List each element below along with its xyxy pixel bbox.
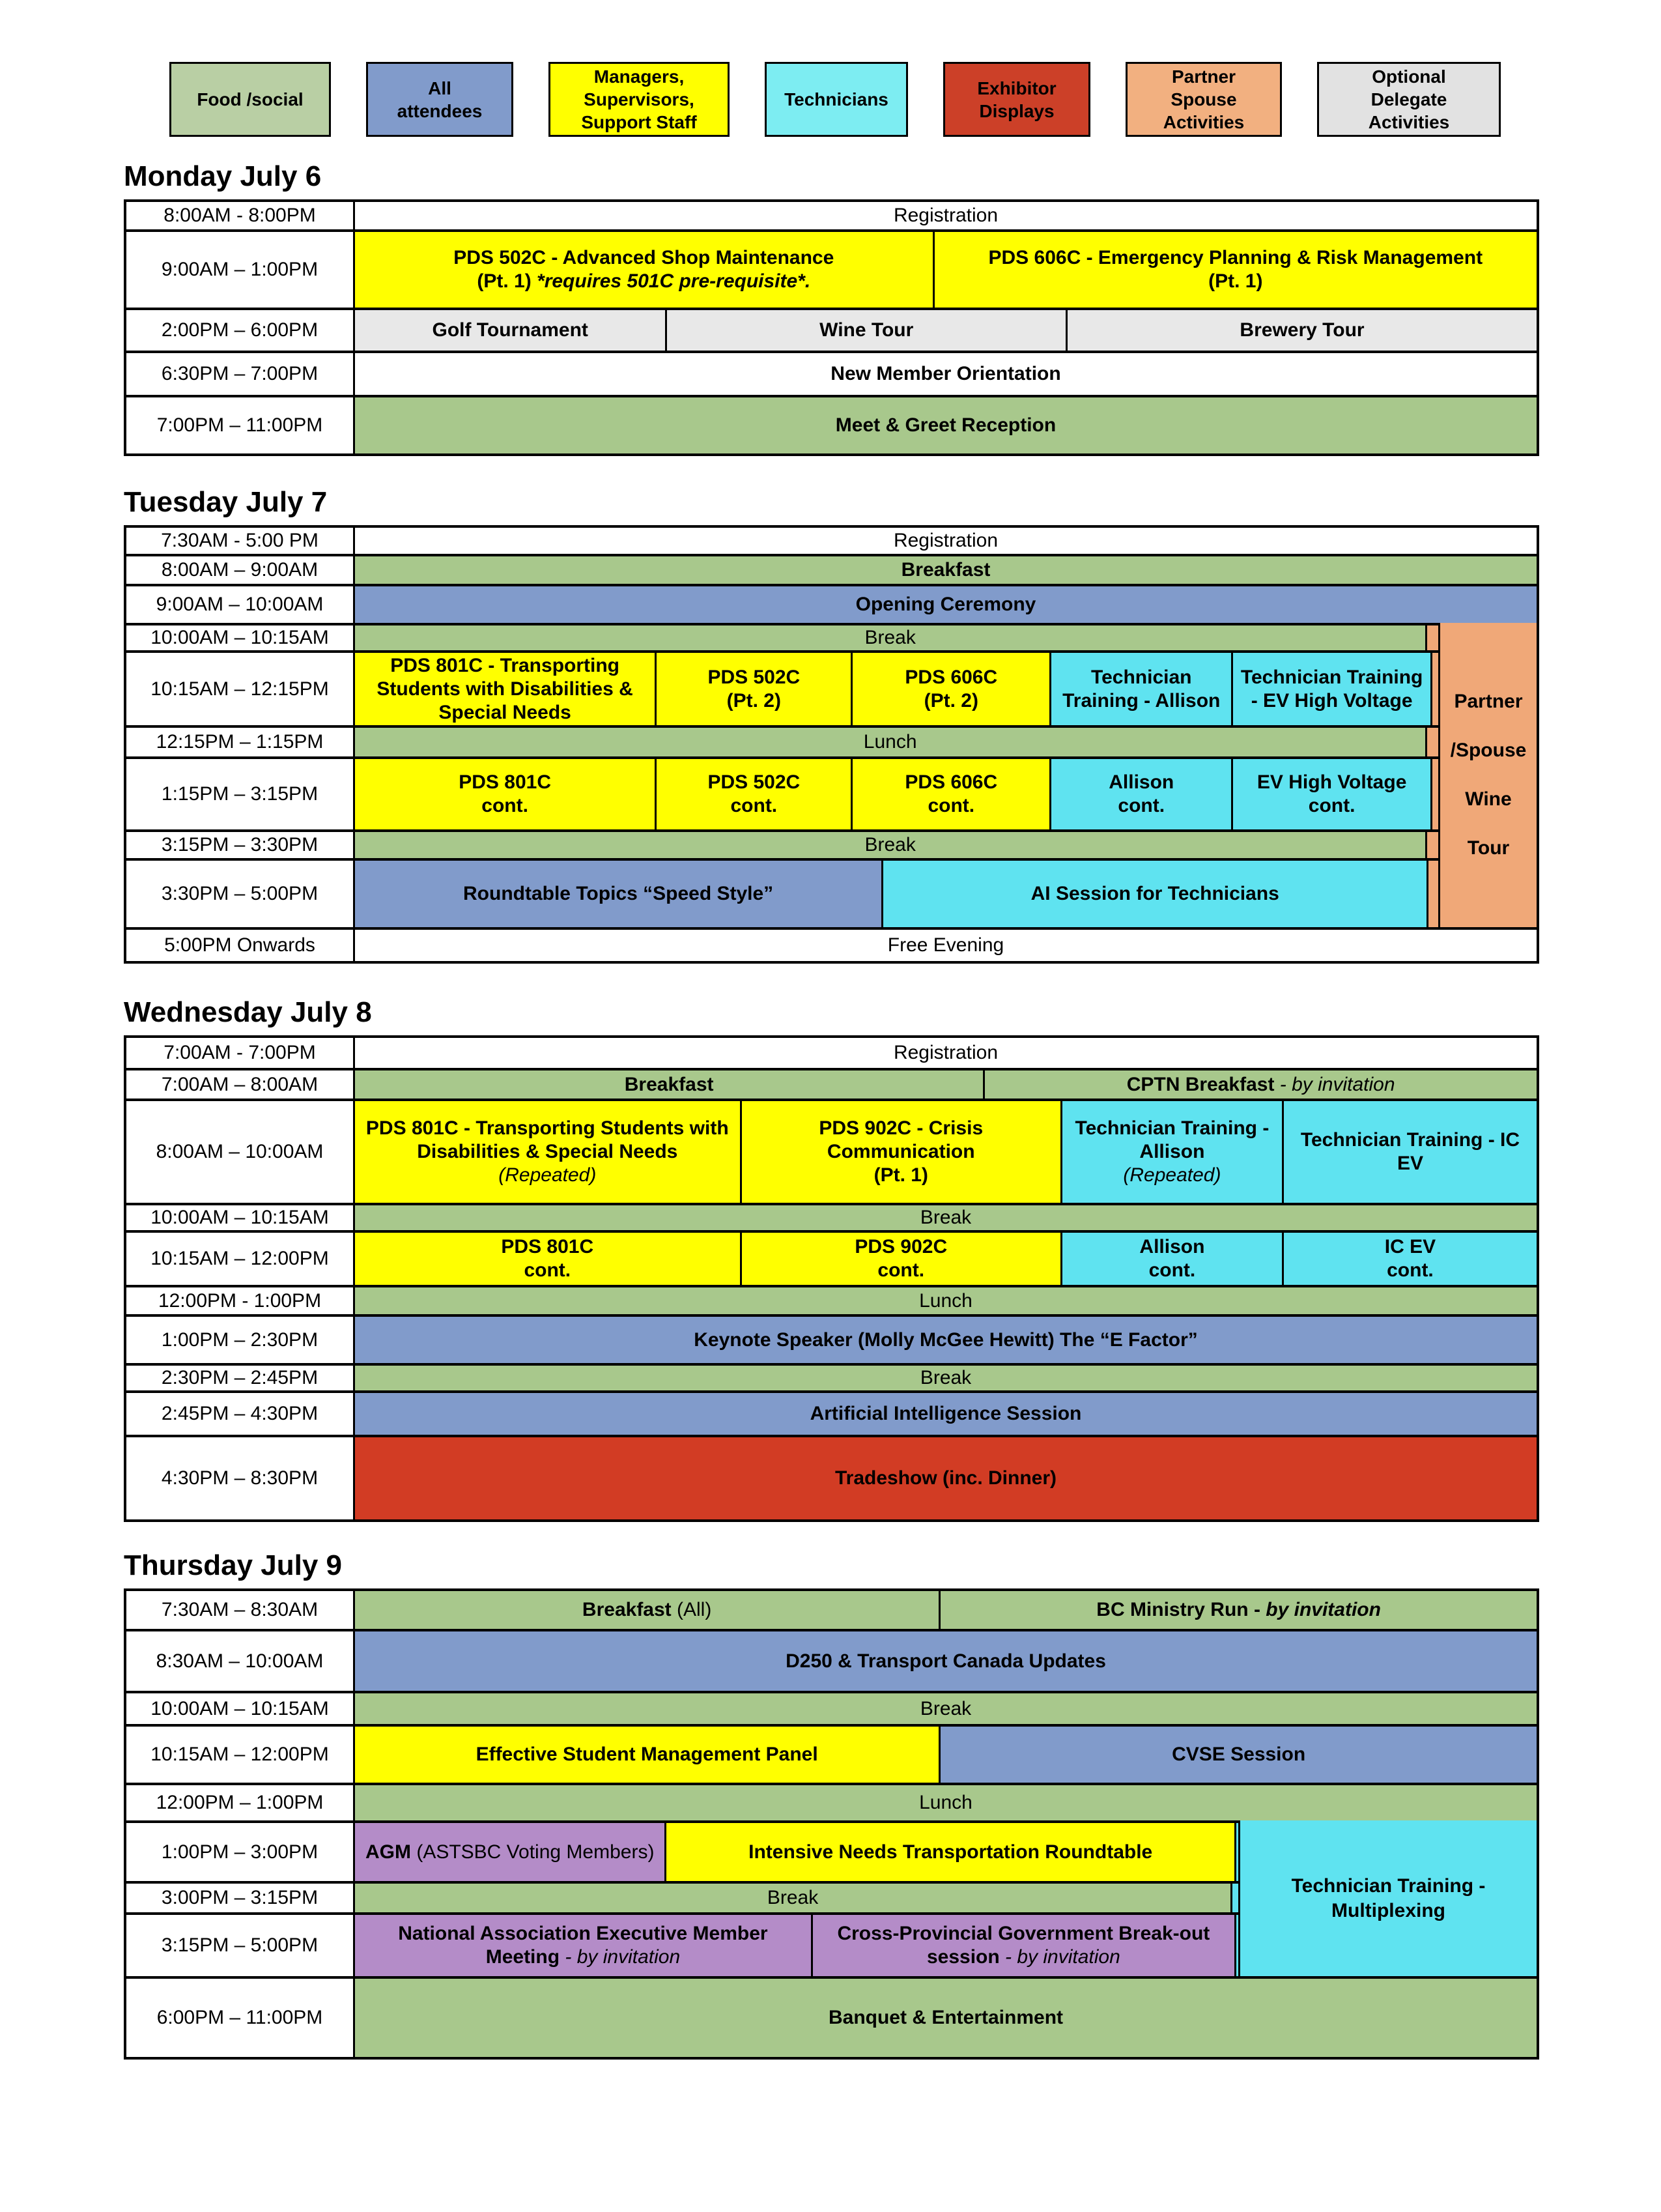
time-cell: 2:30PM – 2:45PM <box>126 1366 353 1390</box>
event-cell <box>353 1631 1537 1691</box>
event-cell-content <box>362 1743 932 1766</box>
event-text: IC EV <box>1384 1236 1436 1257</box>
event-cell <box>353 353 1537 395</box>
event-cell-content <box>1058 666 1225 713</box>
event-text: Free Evening <box>887 934 1004 956</box>
event-cell <box>1049 653 1231 725</box>
event-cell-content <box>362 1366 1530 1390</box>
time-cell: 8:00AM – 10:00AM <box>126 1101 353 1203</box>
day-section-wednesday <box>124 996 1661 1522</box>
event-text: Partner <box>1454 691 1523 713</box>
time-cell: 6:00PM – 11:00PM <box>126 1979 353 2057</box>
time-cell: 9:00AM – 10:00AM <box>126 586 353 623</box>
event-text: (Pt. 2) <box>726 689 781 711</box>
time-cell: 12:00PM - 1:00PM <box>126 1287 353 1314</box>
schedule-row <box>126 1038 1537 1068</box>
event-text: (ASTSBC Voting Members) <box>416 1841 655 1863</box>
event-text: cont. <box>877 1259 925 1281</box>
event-text: PDS 902C - Crisis Communication <box>819 1117 984 1162</box>
time-cell: 2:00PM – 6:00PM <box>126 310 353 351</box>
event-text: PDS 502C <box>707 666 801 688</box>
schedule-page <box>0 62 1661 2212</box>
event-text: PDS 502C - Advanced Shop Maintenance <box>453 247 834 268</box>
event-text: Golf Tournament <box>432 319 588 341</box>
event-cell <box>353 653 655 725</box>
schedule-row <box>126 725 1537 756</box>
day-title: Tuesday July 7 <box>124 486 328 518</box>
schedule-row <box>126 1435 1537 1519</box>
event-text: PDS 801C <box>501 1236 594 1257</box>
event-cell <box>881 861 1427 927</box>
event-cell <box>353 625 1425 650</box>
event-cell-content <box>362 1598 932 1622</box>
event-text: Lunch <box>863 731 917 753</box>
event-cell <box>740 1101 1060 1203</box>
event-text: EV High Voltage <box>1256 771 1407 793</box>
event-cell-content <box>1069 1117 1275 1187</box>
day-title: Wednesday July 8 <box>124 996 372 1028</box>
schedule-row <box>126 623 1537 650</box>
event-cell <box>1231 653 1430 725</box>
event-cell <box>665 310 1066 351</box>
event-text: *requires 501C pre-requisite*. <box>537 270 811 292</box>
legend-item-label: Optional Delegate Activities <box>1368 66 1450 132</box>
schedule-row <box>126 927 1537 961</box>
event-text: Brewery Tour <box>1240 319 1365 341</box>
event-cell-content <box>859 666 1043 713</box>
event-cell <box>851 653 1049 725</box>
event-cell <box>353 861 881 927</box>
event-text: Meet & Greet Reception <box>835 414 1057 436</box>
event-text: PDS 606C - Emergency Planning & Risk Management <box>988 247 1483 268</box>
event-cell-content <box>362 558 1530 582</box>
event-text: PDS 606C <box>905 771 998 793</box>
event-cell <box>353 1287 1537 1314</box>
event-text: (Pt. 1) <box>477 270 537 292</box>
event-text: Technician Training - Allison <box>1075 1117 1270 1162</box>
event-cell <box>939 1591 1537 1629</box>
event-text: Break <box>920 1367 972 1388</box>
event-text: - by invitation <box>565 1946 681 1968</box>
merged-event-cell <box>1438 623 1537 927</box>
time-cell: 10:15AM – 12:00PM <box>126 1727 353 1783</box>
event-cell <box>353 1884 1230 1912</box>
event-text: Lunch <box>919 1289 972 1312</box>
event-text: D250 & Transport Canada Updates <box>786 1650 1106 1672</box>
legend-item-label: Food /social <box>197 89 304 109</box>
legend-item <box>1317 62 1501 137</box>
schedule-row <box>126 1230 1537 1285</box>
event-text: Break <box>920 1207 972 1228</box>
event-text: PDS 502C <box>707 771 801 793</box>
event-cell-content <box>362 319 659 342</box>
event-cell-content <box>362 1206 1530 1229</box>
event-cell-content <box>362 771 648 818</box>
event-cell-content <box>362 1117 733 1187</box>
day-title: Thursday July 9 <box>124 1549 343 1581</box>
event-text: (Pt. 2) <box>924 689 978 711</box>
event-cell <box>353 1038 1537 1068</box>
event-cell-content <box>362 1650 1530 1673</box>
event-text: Banquet & Entertainment <box>828 2007 1064 2028</box>
event-cell-content <box>362 882 875 906</box>
schedule-row <box>126 1976 1537 2057</box>
event-text: (Repeated) <box>1123 1164 1221 1186</box>
event-cell <box>353 759 655 829</box>
event-cell-content <box>362 1235 733 1282</box>
event-text: cont. <box>928 795 975 816</box>
event-cell-content <box>362 730 1419 754</box>
schedule-row <box>126 554 1537 584</box>
schedule-row <box>126 756 1537 829</box>
event-text: cont. <box>1148 1259 1196 1281</box>
event-text: Roundtable Topics “Speed Style” <box>463 883 774 904</box>
event-cell <box>353 1693 1537 1724</box>
schedule-row <box>126 1363 1537 1390</box>
event-text: (Repeated) <box>498 1164 597 1186</box>
event-text: cont. <box>1387 1259 1434 1281</box>
event-text: Technician Training - IC EV <box>1300 1129 1520 1174</box>
legend-item <box>1126 62 1282 137</box>
time-cell: 1:00PM – 3:00PM <box>126 1823 353 1881</box>
event-cell-content <box>362 1791 1530 1815</box>
event-cell <box>811 1915 1234 1976</box>
event-text: Breakfast <box>901 559 991 581</box>
day-section-monday <box>124 160 1661 456</box>
legend-item <box>169 62 331 137</box>
event-cell <box>353 556 1537 584</box>
event-cell <box>353 202 1537 229</box>
event-text: Registration <box>893 205 999 226</box>
event-cell-content <box>890 882 1420 906</box>
time-cell: 10:00AM – 10:15AM <box>126 625 353 650</box>
event-text: cont. <box>1308 795 1356 816</box>
event-text: Allison <box>1109 771 1174 793</box>
event-text: Breakfast <box>582 1599 677 1620</box>
event-cell <box>353 1727 939 1783</box>
event-cell <box>933 232 1537 308</box>
event-cell-content <box>362 934 1530 957</box>
schedule-table-thursday <box>124 1588 1539 2060</box>
event-cell-content <box>362 1841 658 1864</box>
event-text: Cross-Provincial Government Break-out session <box>837 1923 1210 1968</box>
event-cell-content <box>362 1073 976 1097</box>
event-cell <box>353 1366 1537 1390</box>
event-text: cont. <box>481 795 528 816</box>
event-cell <box>1060 1101 1282 1203</box>
event-cell <box>353 1205 1537 1230</box>
event-cell <box>1060 1233 1282 1285</box>
event-text: National Association Executive Member Meeting <box>398 1923 768 1968</box>
event-cell <box>353 1317 1537 1363</box>
event-cell-content <box>1069 1235 1275 1282</box>
event-text: Breakfast <box>624 1073 714 1095</box>
time-cell: 7:00PM – 11:00PM <box>126 397 353 453</box>
event-text: Wine <box>1465 788 1512 811</box>
event-text: PDS 801C <box>459 771 551 793</box>
time-cell: 6:30PM – 7:00PM <box>126 353 353 395</box>
event-text: Artificial Intelligence Session <box>810 1403 1082 1424</box>
event-cell <box>664 1823 1234 1881</box>
event-cell-content <box>362 246 926 293</box>
legend-item-label: Technicians <box>784 89 888 109</box>
time-cell: 7:00AM - 7:00PM <box>126 1038 353 1068</box>
event-text: Wine Tour <box>819 319 914 341</box>
event-cell-content <box>663 666 844 713</box>
event-text: New Member Orientation <box>830 363 1061 384</box>
schedule-row <box>126 1783 1537 1820</box>
event-text: Technician Training - Multiplexing <box>1291 1875 1486 1921</box>
schedule-row <box>126 1724 1537 1783</box>
event-text: Technician Training - EV High Voltage <box>1240 666 1423 711</box>
event-text: cont. <box>524 1259 571 1281</box>
event-cell-content <box>362 2006 1530 2030</box>
time-cell: 3:15PM – 3:30PM <box>126 832 353 858</box>
event-text: PDS 606C <box>905 666 998 688</box>
time-cell: 9:00AM – 1:00PM <box>126 232 353 308</box>
event-cell-content <box>362 362 1530 386</box>
event-cell <box>353 1070 983 1099</box>
time-cell: 7:30AM - 5:00 PM <box>126 528 353 554</box>
legend-item <box>943 62 1090 137</box>
schedule-row <box>126 829 1537 858</box>
event-cell-content <box>748 1117 1054 1187</box>
day-section-tuesday <box>124 486 1661 964</box>
schedule-table-wednesday <box>124 1035 1539 1522</box>
event-cell-content <box>362 1329 1530 1352</box>
event-cell <box>353 1233 740 1285</box>
event-text: Effective Student Management Panel <box>476 1744 818 1765</box>
event-cell <box>655 653 851 725</box>
event-text: CPTN Breakfast <box>1126 1073 1280 1095</box>
event-cell <box>353 1979 1537 2057</box>
event-cell <box>1049 759 1231 829</box>
event-text: BC Ministry Run - <box>1096 1599 1266 1620</box>
event-text: Break <box>920 1697 972 1719</box>
event-text: (Pt. 1) <box>1208 270 1263 292</box>
schedule-table-tuesday <box>124 525 1539 964</box>
event-cell <box>353 397 1537 453</box>
schedule-row <box>126 395 1537 453</box>
event-text: (All) <box>677 1599 712 1620</box>
event-cell-content <box>362 1289 1530 1313</box>
event-cell-content <box>1290 1128 1530 1175</box>
legend-item-label: Partner Spouse Activities <box>1163 66 1245 132</box>
merged-event-cell <box>1238 1820 1537 1976</box>
event-text: AI Session for Technicians <box>1030 883 1279 904</box>
time-cell: 8:00AM - 8:00PM <box>126 202 353 229</box>
event-cell <box>1231 759 1430 829</box>
time-cell: 10:00AM – 10:15AM <box>126 1205 353 1230</box>
time-cell: 4:30PM – 8:30PM <box>126 1437 353 1519</box>
schedule-row <box>126 1629 1537 1691</box>
event-cell <box>353 310 665 351</box>
event-text: AGM <box>365 1841 417 1863</box>
schedule-row <box>126 202 1537 229</box>
schedule-row <box>126 1314 1537 1363</box>
event-text: by invitation <box>1266 1599 1381 1620</box>
event-cell-content <box>362 1402 1530 1426</box>
event-cell <box>353 1823 664 1881</box>
event-cell-content <box>362 626 1419 650</box>
day-title: Monday July 6 <box>124 160 322 192</box>
event-text: PDS 801C - Transporting Students with Disabilities & Special Needs <box>365 1117 729 1162</box>
time-cell: 3:00PM – 3:15PM <box>126 1884 353 1912</box>
schedule-row <box>126 1099 1537 1203</box>
time-cell: 7:00AM – 8:00AM <box>126 1070 353 1099</box>
time-cell: 1:15PM – 3:15PM <box>126 759 353 829</box>
event-cell-content <box>819 1922 1228 1969</box>
event-text: Lunch <box>919 1792 972 1813</box>
time-cell: 10:00AM – 10:15AM <box>126 1693 353 1724</box>
event-cell-content <box>941 246 1530 293</box>
event-cell <box>740 1233 1060 1285</box>
event-cell <box>1282 1101 1537 1203</box>
event-cell-content <box>362 833 1419 857</box>
event-cell <box>1066 310 1537 351</box>
event-text: PDS 902C <box>855 1236 948 1257</box>
event-text: Keynote Speaker (Molly McGee Hewitt) The “E Factor” <box>694 1329 1198 1351</box>
event-cell-content <box>362 654 648 725</box>
event-cell <box>353 930 1537 961</box>
schedule-row <box>126 229 1537 308</box>
legend-item-label: Managers, Supervisors, Support Staff <box>581 66 697 132</box>
time-cell: 8:30AM – 10:00AM <box>126 1631 353 1691</box>
time-cell: 5:00PM Onwards <box>126 930 353 961</box>
event-cell-content <box>1290 1235 1530 1282</box>
event-cell-content <box>362 1041 1530 1065</box>
event-cell <box>353 1101 740 1203</box>
event-text: Break <box>864 834 916 855</box>
event-cell <box>353 528 1537 554</box>
event-cell-content <box>1240 666 1424 713</box>
event-text: Opening Ceremony <box>855 594 1036 615</box>
event-cell-content <box>362 1886 1224 1910</box>
schedule-row <box>126 351 1537 395</box>
schedule-row <box>126 1068 1537 1099</box>
time-cell: 7:30AM – 8:30AM <box>126 1591 353 1629</box>
time-cell: 1:00PM – 2:30PM <box>126 1317 353 1363</box>
event-text: - by invitation <box>1279 1073 1395 1095</box>
event-cell-content <box>947 1743 1530 1766</box>
schedule-row <box>126 1591 1537 1629</box>
legend-row <box>169 62 1661 137</box>
event-cell-content <box>362 1697 1530 1721</box>
event-text: Tour <box>1467 837 1510 859</box>
event-cell <box>353 1785 1537 1820</box>
event-cell-content <box>362 204 1530 227</box>
event-text: Break <box>767 1887 819 1908</box>
event-cell-content <box>859 771 1043 818</box>
day-section-thursday <box>124 1549 1661 2060</box>
event-text: PDS 801C - Transporting Students with Disabilities & Special Needs <box>376 654 633 723</box>
legend-item-label: All attendees <box>397 78 483 121</box>
event-cell <box>353 1393 1537 1435</box>
event-text: Technician Training - Allison <box>1062 666 1221 711</box>
event-cell-content <box>1058 771 1225 818</box>
event-cell <box>983 1070 1537 1099</box>
event-cell <box>851 759 1049 829</box>
schedule-row <box>126 1691 1537 1724</box>
event-text: Registration <box>893 1042 999 1063</box>
event-cell-content <box>673 1841 1227 1864</box>
event-text: Intensive Needs Transportation Roundtable <box>748 1841 1153 1863</box>
schedule-table-monday <box>124 199 1539 456</box>
event-cell-content <box>947 1598 1530 1622</box>
legend-item-label: Exhibitor Displays <box>977 78 1057 121</box>
legend-item <box>548 62 730 137</box>
event-cell-content <box>362 593 1530 616</box>
event-text: CVSE Session <box>1172 1744 1306 1765</box>
event-text: Allison <box>1139 1236 1205 1257</box>
time-cell: 12:00PM – 1:00PM <box>126 1785 353 1820</box>
legend-item <box>366 62 513 137</box>
schedule-row <box>126 1203 1537 1230</box>
event-cell-content <box>748 1235 1054 1282</box>
time-cell: 10:15AM – 12:00PM <box>126 1233 353 1285</box>
event-cell-content <box>362 414 1530 437</box>
event-text: Registration <box>893 530 999 551</box>
event-text: Tradeshow (inc. Dinner) <box>834 1467 1057 1489</box>
event-cell-content <box>674 319 1059 342</box>
event-text: - by invitation <box>1005 1946 1120 1968</box>
event-cell-content <box>362 1922 804 1969</box>
schedule-row <box>126 858 1537 927</box>
time-cell: 3:30PM – 5:00PM <box>126 861 353 927</box>
event-cell-content <box>362 1467 1530 1490</box>
event-cell <box>353 1437 1537 1519</box>
event-cell <box>353 1591 939 1629</box>
legend-item <box>765 62 908 137</box>
event-text: /Spouse <box>1450 740 1527 762</box>
event-cell <box>655 759 851 829</box>
time-cell: 12:15PM – 1:15PM <box>126 728 353 756</box>
event-cell <box>1282 1233 1537 1285</box>
event-cell-content <box>663 771 844 818</box>
schedule-row <box>126 528 1537 554</box>
event-cell-content <box>991 1073 1530 1097</box>
schedule-row <box>126 650 1537 725</box>
time-cell: 2:45PM – 4:30PM <box>126 1393 353 1435</box>
schedule-row <box>126 1285 1537 1314</box>
event-cell <box>353 232 933 308</box>
event-text: cont. <box>1118 795 1165 816</box>
time-cell: 3:15PM – 5:00PM <box>126 1915 353 1976</box>
schedule-row <box>126 308 1537 351</box>
event-cell <box>353 832 1425 858</box>
event-text: (Pt. 1) <box>873 1164 928 1186</box>
schedule-row <box>126 584 1537 623</box>
event-cell-content <box>1074 319 1530 342</box>
schedule-row <box>126 1390 1537 1435</box>
event-text: Break <box>864 627 916 648</box>
event-cell <box>939 1727 1537 1783</box>
event-cell-content <box>1240 771 1424 818</box>
event-cell <box>353 1915 811 1976</box>
event-text: cont. <box>730 795 778 816</box>
time-cell: 8:00AM – 9:00AM <box>126 556 353 584</box>
event-cell <box>353 586 1537 623</box>
event-cell <box>353 728 1425 756</box>
time-cell: 10:15AM – 12:15PM <box>126 653 353 725</box>
event-cell-content <box>362 529 1530 553</box>
